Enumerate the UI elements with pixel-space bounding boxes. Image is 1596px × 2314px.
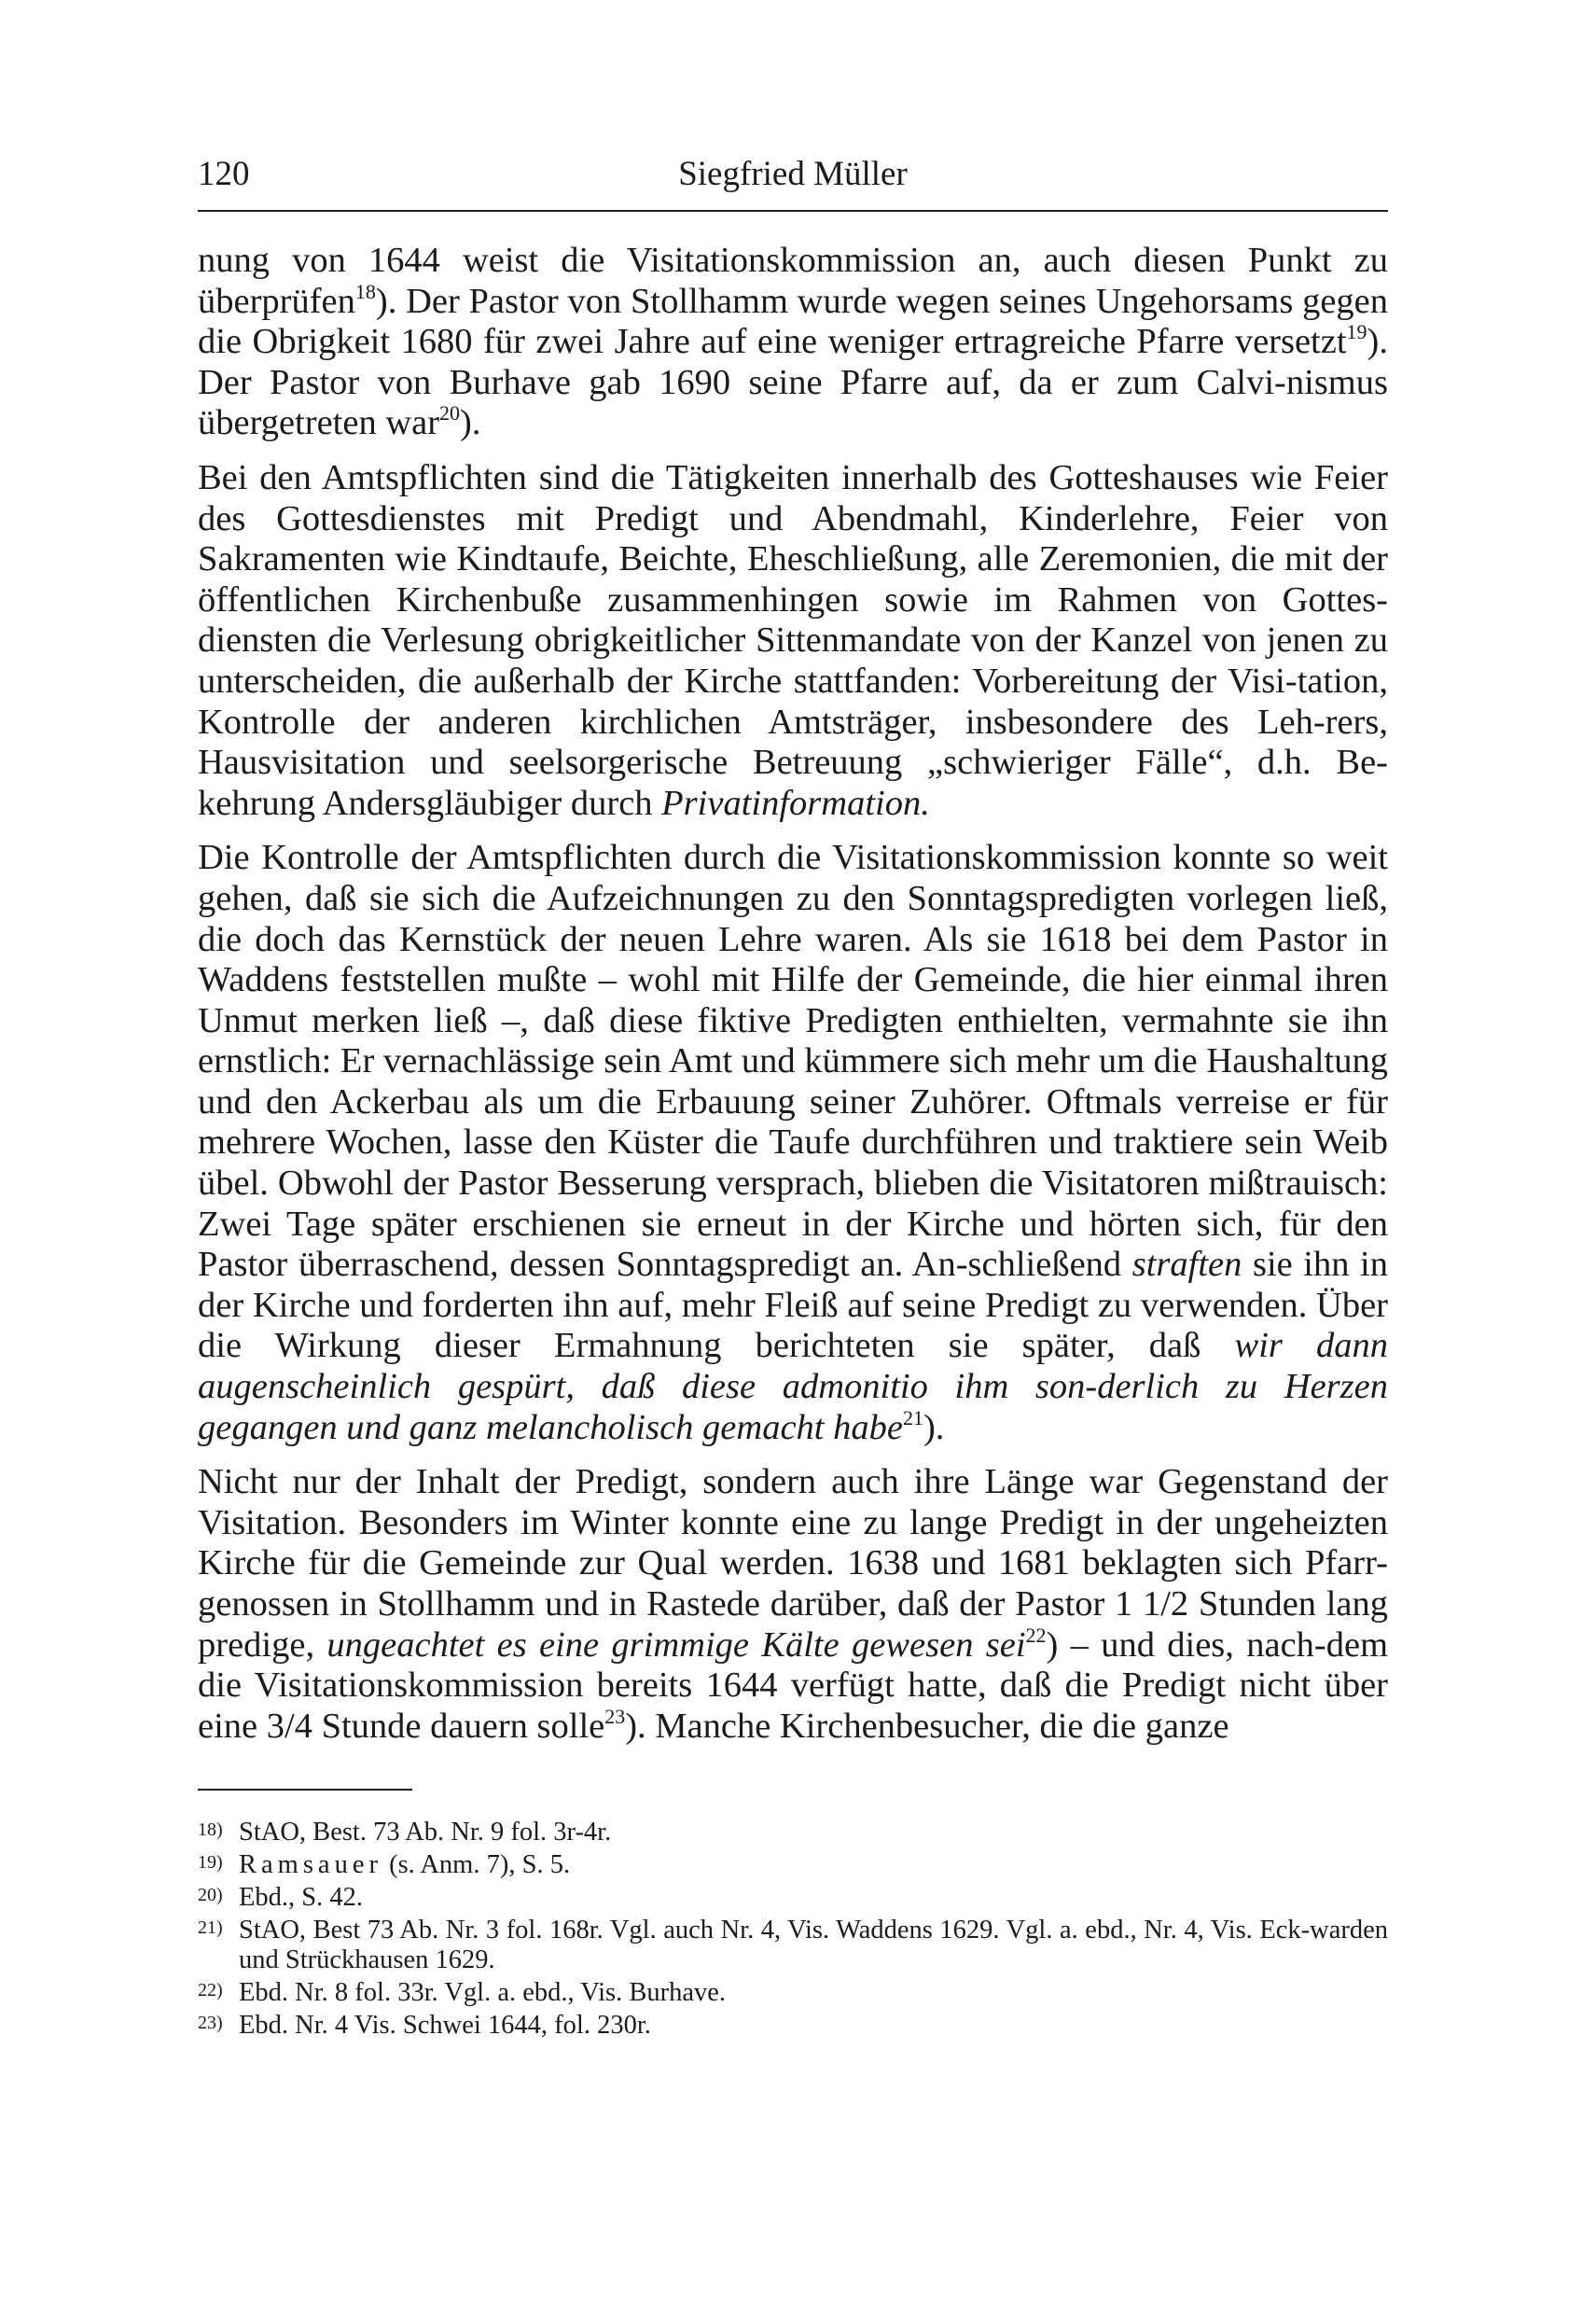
footnotes <box>198 1818 1388 2043</box>
footnote-text: Ebd., S. 42. <box>239 1883 364 1912</box>
footnote-21 <box>198 1916 1388 1975</box>
italic-quotation: wir dann augenscheinlich gespürt, daß diese admonitio ihm son-derlich zu Herzen gegangen und ganz melancholisch gemacht habe <box>198 1326 1388 1447</box>
footnote-separator <box>198 1789 412 1791</box>
footnote-ref-20: 20 <box>439 401 461 425</box>
footnote-text: (s. Anm. 7), S. 5. <box>382 1850 571 1879</box>
italic-term: straften <box>1131 1245 1242 1285</box>
footnote-22 <box>198 1978 1388 2008</box>
footnote-mark: 21) <box>198 1917 223 1938</box>
footnote-author: Ramsauer <box>239 1850 382 1879</box>
paragraph-3: Die Kontrolle der Amtspflichten durch die Visitationskommission konnte so weit gehen, daß sie sich die Aufzeichnungen zu den Sonntagspredigten vorlegen ließ, die doch das Kernstück der neuen Lehre waren. Als sie 1618 bei dem Pastor in Waddens feststellen mußte – wohl mit Hilfe der Gemeinde, die hier einmal ihren Unmut merken ließ –, daß diese fiktive Predigten enthielten, vermahnte sie ihn ernstlich: Er vernachlässige sein Amt und kümmere sich mehr um die Haushaltung und den Ackerbau als um die Erbauung seiner Zuhörer. Oftmals verreise er für mehrere Wochen, lasse den Küster die Taufe durchführen und traktiere sein Weib übel. Obwohl der Pastor Besserung versprach, blieben die Visitatoren mißtrauisch: Zwei Tage später erschienen sie erneut in der Kirche und hörten sich, für den Pastor überraschend, dessen Sonntagspredigt an. An-schließend straften sie ihn in der Kirche und forderten ihn auf, mehr Fleiß auf seine Predigt zu verwenden. Über die Wirkung dieser Ermahnung berichteten sie später, daß wir dann augenscheinlich gespürt, daß diese admonitio ihm son-derlich zu Herzen gegangen und ganz melancholisch gemacht habe$^{21}$). <box>198 838 1388 1447</box>
paragraph-2: Bei den Amtspflichten sind die Tätigkeiten innerhalb des Gotteshauses wie Feier des Gottesdienstes mit Predigt und Abendmahl, Kinderlehre, Feier von Sakramenten wie Kindtaufe, Beichte, Eheschließung, alle Zeremonien, die mit der öffentlichen Kirchenbuße zusammenhingen sowie im Rahmen von Gottes-diensten die Verlesung obrigkeitlicher Sittenmandate von der Kanzel von jenen zu unterscheiden, die außerhalb der Kirche stattfanden: Vorbereitung der Visi-tation, Kontrolle der anderen kirchlichen Amtsträger, insbesondere des Leh-rers, Hausvisitation und seelsorgerische Betreuung „schwieriger Fälle“, d.h. Be-kehrung Andersgläubiger durch Privatinformation. <box>198 457 1388 823</box>
page-header <box>198 154 1388 212</box>
footnote-mark: 23) <box>198 2013 223 2033</box>
italic-term: Privatinformation. <box>661 783 930 823</box>
footnote-text: Ebd. Nr. 4 Vis. Schwei 1644, fol. 230r. <box>239 2011 651 2040</box>
italic-quotation: ungeachtet es eine grimmige Kälte gewesen sei <box>326 1624 1026 1665</box>
paragraph-1: nung von 1644 weist die Visitationskommission an, auch diesen Punkt zu überprüfen$^{18}$). Der Pastor von Stollhamm wurde wegen seines Ungehorsams gegen die Obrigkeit 1680 für zwei Jahre auf eine weniger ertragreiche Pfarre versetzt$^{19}$). Der Pastor von Burhave gab 1690 seine Pfarre auf, da er zum Calvi-nismus übergetreten war$^{20}$). <box>198 241 1388 443</box>
paragraph-4: Nicht nur der Inhalt der Predigt, sondern auch ihre Länge war Gegenstand der Visitation. Besonders im Winter konnte eine zu lange Predigt in der ungeheizten Kirche für die Gemeinde zur Qual werden. 1638 und 1681 beklagten sich Pfarr-genossen in Stollhamm und in Rastede darüber, daß der Pastor 1 1/2 Stunden lang predige, ungeachtet es eine grimmige Kälte gewesen sei$^{22}$) – und dies, nach-dem die Visitationskommission bereits 1644 verfügt hatte, daß die Predigt nicht über eine 3/4 Stunde dauern solle$^{23}$). Manche Kirchenbesucher, die die ganze <box>198 1462 1389 1746</box>
footnote-20 <box>198 1883 1388 1913</box>
body-text <box>198 241 1388 1761</box>
footnote-ref-18: 18 <box>354 279 376 303</box>
footnote-18 <box>198 1818 1388 1847</box>
running-head-author: Siegfried Müller <box>678 155 908 193</box>
footnote-ref-21: 21 <box>902 1405 923 1429</box>
footnote-mark: 20) <box>198 1885 223 1905</box>
footnote-ref-22: 22 <box>1025 1623 1047 1647</box>
page-number: 120 <box>198 155 250 193</box>
footnote-mark: 19) <box>198 1852 223 1873</box>
footnote-ref-23: 23 <box>604 1704 626 1728</box>
footnote-mark: 18) <box>198 1819 223 1840</box>
footnote-text: Ebd. Nr. 8 fol. 33r. Vgl. a. ebd., Vis. Burhave. <box>239 1978 727 2007</box>
footnote-23 <box>198 2011 1388 2041</box>
footnote-mark: 22) <box>198 1980 223 2000</box>
footnote-19 <box>198 1850 1388 1880</box>
footnote-text: StAO, Best 73 Ab. Nr. 3 fol. 168r. Vgl. auch Nr. 4, Vis. Waddens 1629. Vgl. a. ebd., Nr. 4, Vis. Eck-warden und Strückhausen 1629. <box>239 1916 1388 1974</box>
footnote-ref-19: 19 <box>1346 320 1367 344</box>
footnote-text: StAO, Best. 73 Ab. Nr. 9 fol. 3r-4r. <box>239 1818 612 1847</box>
